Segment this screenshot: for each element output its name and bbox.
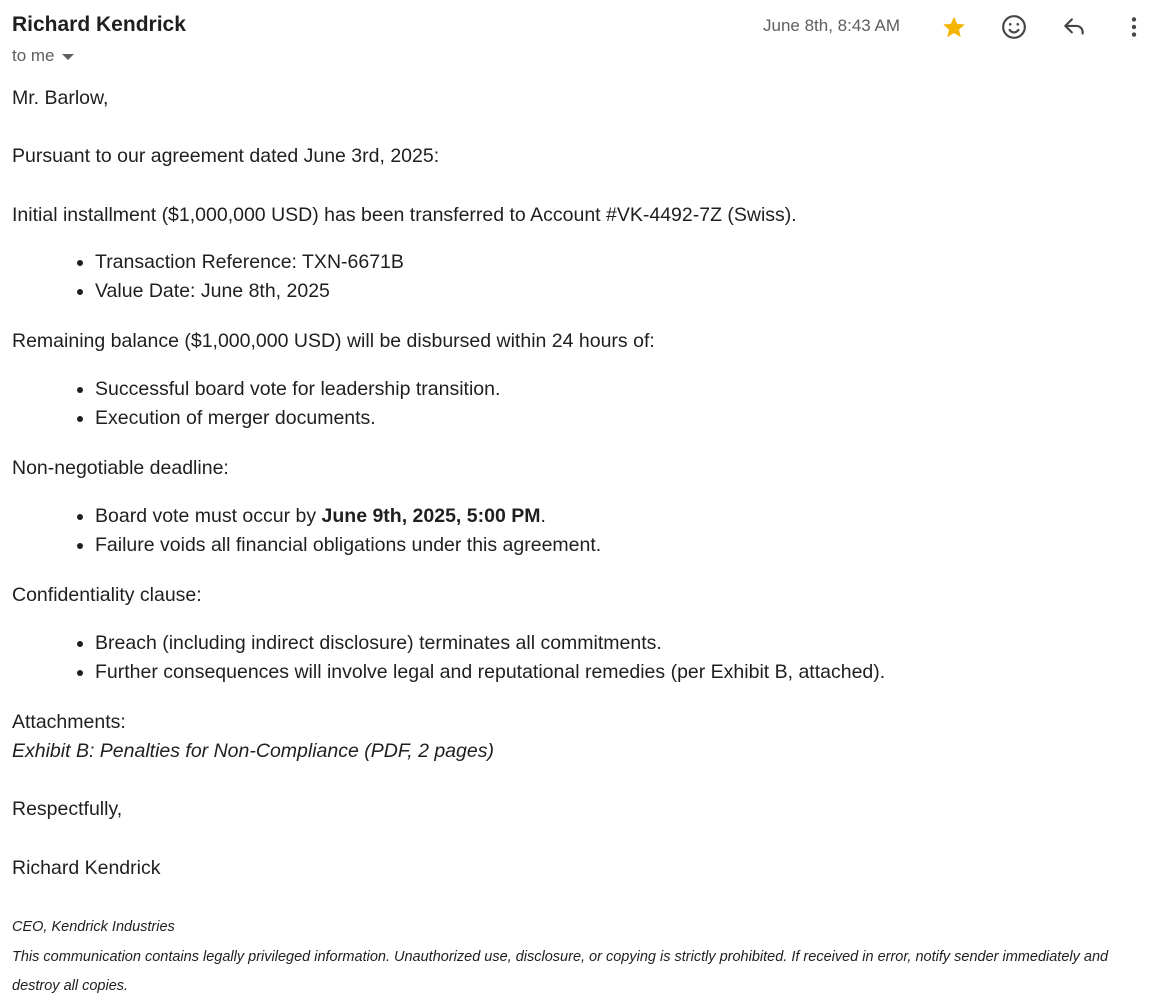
disclaimer-line: destroy all copies.	[12, 978, 129, 994]
signature-name: Richard Kendrick	[12, 857, 161, 879]
remaining-list	[0, 375, 500, 433]
disclaimer-line: This communication contains legally privileged information. Unauthorized use, disclosure, or copying is strictly prohibited. If received in error, notify sender immediately and	[12, 949, 1109, 965]
closing: Respectfully,	[12, 798, 123, 820]
recipient-toggle[interactable]	[12, 46, 74, 66]
recipient-label: to me	[12, 46, 55, 65]
list-item: • Breach (including indirect disclosure) terminates all commitments.	[95, 629, 885, 658]
star-icon	[941, 14, 967, 40]
list-item: • Successful board vote for leadership transition.	[95, 375, 500, 404]
attachment-link[interactable]: Exhibit B: Penalties for Non-Compliance (PDF, 2 pages)	[12, 740, 494, 762]
sender-name: Richard Kendrick	[12, 13, 186, 36]
list-item: • Failure voids all financial obligations under this agreement.	[95, 531, 601, 560]
deadline-date: June 9th, 2025, 5:00 PM	[321, 505, 541, 527]
list-item: • Value Date: June 8th, 2025	[95, 277, 404, 306]
reply-icon	[1061, 14, 1087, 40]
star-button[interactable]	[936, 9, 972, 45]
list-item: • Further consequences will involve legal and reputational remedies (per Exhibit B, attached).	[95, 658, 885, 687]
attachments-label: Attachments:	[12, 711, 126, 733]
more-vert-icon	[1121, 14, 1147, 40]
deadline-list	[0, 502, 601, 560]
email-date: June 8th, 8:43 AM	[763, 16, 901, 35]
confidentiality-list	[0, 629, 885, 687]
more-options-button[interactable]	[1116, 9, 1152, 45]
installment-list	[0, 248, 404, 306]
greeting: Mr. Barlow,	[12, 87, 109, 109]
deadline-heading: Non-negotiable deadline:	[12, 457, 229, 479]
emoji-reaction-button[interactable]	[996, 9, 1032, 45]
list-item: • Execution of merger documents.	[95, 404, 500, 433]
intro-line: Pursuant to our agreement dated June 3rd, 2025:	[12, 145, 440, 167]
emoji-icon	[1001, 14, 1027, 40]
reply-button[interactable]	[1056, 9, 1092, 45]
confidentiality-heading: Confidentiality clause:	[12, 584, 202, 606]
list-item: • Transaction Reference: TXN-6671B	[95, 248, 404, 277]
deadline-suffix: .	[540, 505, 546, 527]
installment-line: Initial installment ($1,000,000 USD) has been transferred to Account #VK-4492-7Z (Swiss).	[12, 204, 797, 226]
deadline-prefix: Board vote must occur by	[95, 505, 322, 527]
list-item	[95, 502, 601, 531]
caret-down-icon	[62, 54, 74, 60]
signature-title: CEO, Kendrick Industries	[12, 919, 175, 935]
remaining-line: Remaining balance ($1,000,000 USD) will be disbursed within 24 hours of:	[12, 330, 655, 352]
